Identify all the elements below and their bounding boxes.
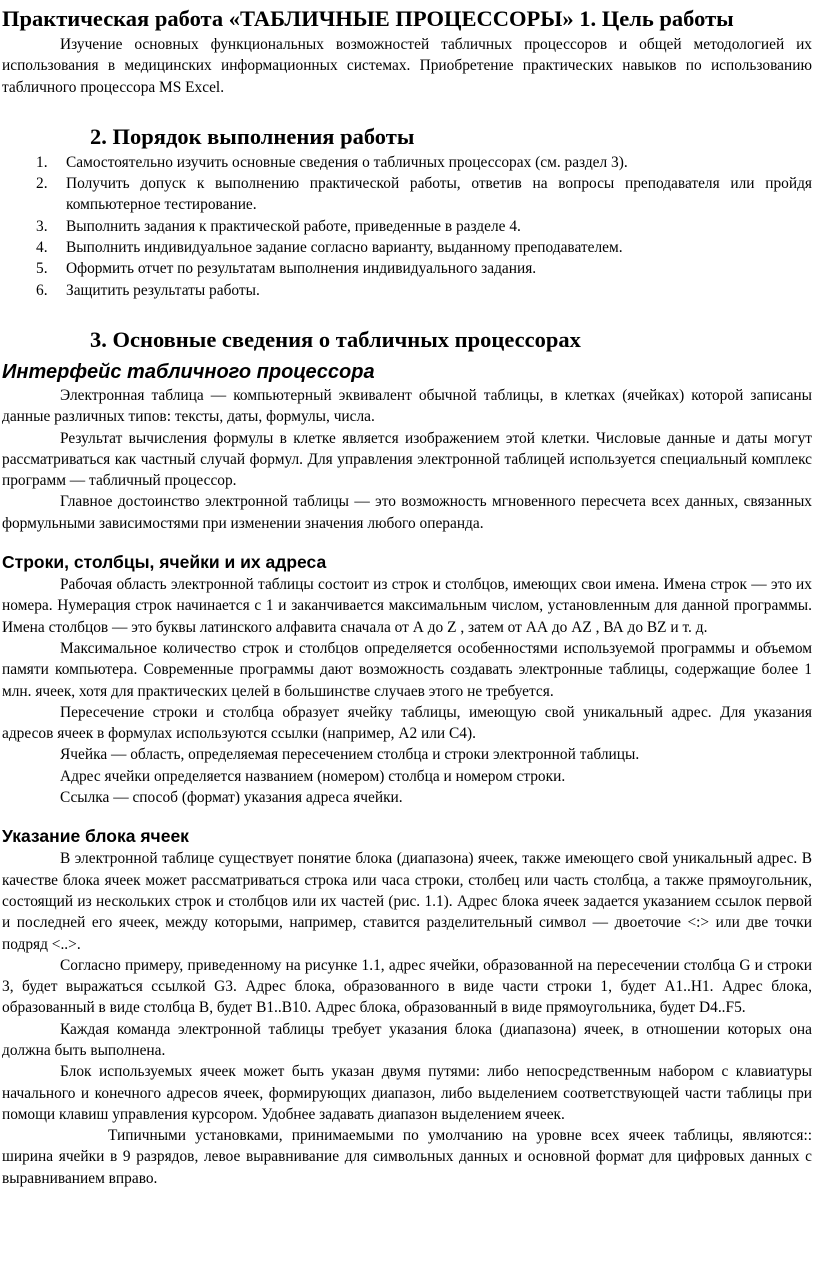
list-item [2,216,812,237]
list-item [2,258,812,279]
list-text: Получить допуск к выполнению практической работы, ответив на вопросы преподавателя или пройдя компьютерное тестирование. [66,175,812,214]
list-number: 6. [36,281,48,299]
list-item [2,237,812,258]
list-number: 3. [36,217,48,235]
paragraph: Главное достоинство электронной таблицы — это возможность мгновенного пересчета всех данных, связанных формульными зависимостями при изменении значения любого операнда. [2,493,812,532]
steps-list [2,152,812,301]
paragraph: В электронной таблице существует понятие блока (диапазона) ячеек, также имеющего свой уникальный адрес. В качестве блока ячеек может рассматриваться строка или часа строки, столбец или часть столбца, а также прямоугольник, состоящий из нескольких строк и столбцов или их частей (рис. 1.1). Адрес блока ячеек задается указанием ссылок первой и последней его ячеек, между которыми, например, ставится разделительный символ — двоеточие <:> или две точки подряд <..>. [2,850,812,953]
paragraph: Максимальное количество строк и столбцов определяется особенностями используемой программы и объемом памяти компьютера. Современные программы дают возможность создавать электронные таблицы, содержащие более 1 млн. ячеек, хотя для практических целей в большинстве случаев этого не требуется. [2,639,812,700]
paragraph: Рабочая область электронной таблицы состоит из строк и столбцов, имеющих свои имена. Имена строк — это их номера. Нумерация строк начинается с 1 и заканчивается максимальным числом, установленным для данной программы. Имена столбцов — это буквы латинского алфавита сначала от А до Z , затем от АА до AZ , ВА до BZ и т. д. [2,576,812,636]
paragraph: Ячейка — область, определяемая пересечением столбца и строки электронной таблицы. [60,746,640,764]
paragraph: Пересечение строки и столбца образует ячейку таблицы, имеющую свой уникальный адрес. Для указания адресов ячеек в формулах используются ссылки (например, А2 или C4). [2,703,812,743]
section-2-heading: 2. Порядок выполнения работы [90,123,415,149]
block-heading: Указание блока ячеек [2,826,189,847]
list-number: 1. [36,153,48,171]
list-item [2,173,812,216]
list-item [2,280,812,301]
paragraph: Каждая команда электронной таблицы требует указания блока (диапазона) ячеек, в отношении которых она должна быть выполнена. [2,1020,812,1059]
section-3-heading: 3. Основные сведения о табличных процессорах [90,326,581,352]
list-item [2,152,812,173]
list-number: 4. [36,239,48,257]
list-text: Оформить отчет по результатам выполнения индивидуального задания. [66,260,537,278]
paragraph: Согласно примеру, приведенному на рисунке 1.1, адрес ячейки, образованной на пересечении столбца G и строки 3, будет выражаться ссылкой G3. Адрес блока, образованного в виде части строки 1, будет А1..Н1. Адрес блока, образованный в виде столбца В, будет В1..В10. Адрес блока, образованный в виде прямоугольника, будет D4..F5. [2,956,812,1017]
goal-paragraph: Изучение основных функциональных возможностей табличных процессоров и общей методологией их использования в медицинских информационных системах. Приобретение практических навыков по использованию табличного процессора MS Excel. [2,36,812,96]
paragraph: Результат вычисления формулы в клетке является изображением этой клетки. Числовые данные и даты могут рассматриваться как частный случай формул. Для управления электронной таблицей используется специальный комплекс программ — табличный процессор. [2,429,812,490]
interface-heading: Интерфейс табличного процессора [2,360,375,383]
paragraph: Электронная таблица — компьютерный эквивалент обычной таблицы, в клетках (ячейках) которой записаны данные различных типов: тексты, даты, формулы, числа. [2,386,812,426]
paragraph: Типичными установками, принимаемыми по умолчанию на уровне всех ячеек таблицы, являются:: ширина ячейки в 9 разрядов, левое выравнивание для символьных данных и основной формат для цифровых данных с выравниванием вправо. [2,1127,812,1187]
list-text: Защитить результаты работы. [66,281,260,299]
list-number: 5. [36,260,48,278]
document-title: Практическая работа «ТАБЛИЧНЫЕ ПРОЦЕССОРЫ» 1. Цель работы [2,6,734,31]
list-text: Выполнить задания к практической работе, приведенные в разделе 4. [66,217,521,235]
list-text: Выполнить индивидуальное задание согласно варианту, выданному преподавателем. [66,239,623,257]
paragraph: Блок используемых ячеек может быть указан двумя путями: либо непосредственным набором с клавиатуры начального и конечного адресов ячеек, формирующих диапазон, либо выделением соответствующей части таблицы при помощи клавиш управления курсором. Удобнее задавать диапазон выделением ячеек. [2,1063,812,1123]
rows-cols-heading: Строки, столбцы, ячейки и их адреса [2,552,327,573]
paragraph: Адрес ячейки определяется названием (номером) столбца и номером строки. [60,767,566,785]
paragraph: Ссылка — способ (формат) указания адреса ячейки. [60,789,403,807]
list-text: Самостоятельно изучить основные сведения о табличных процессорах (см. раздел 3). [66,153,628,171]
list-number: 2. [36,175,48,193]
